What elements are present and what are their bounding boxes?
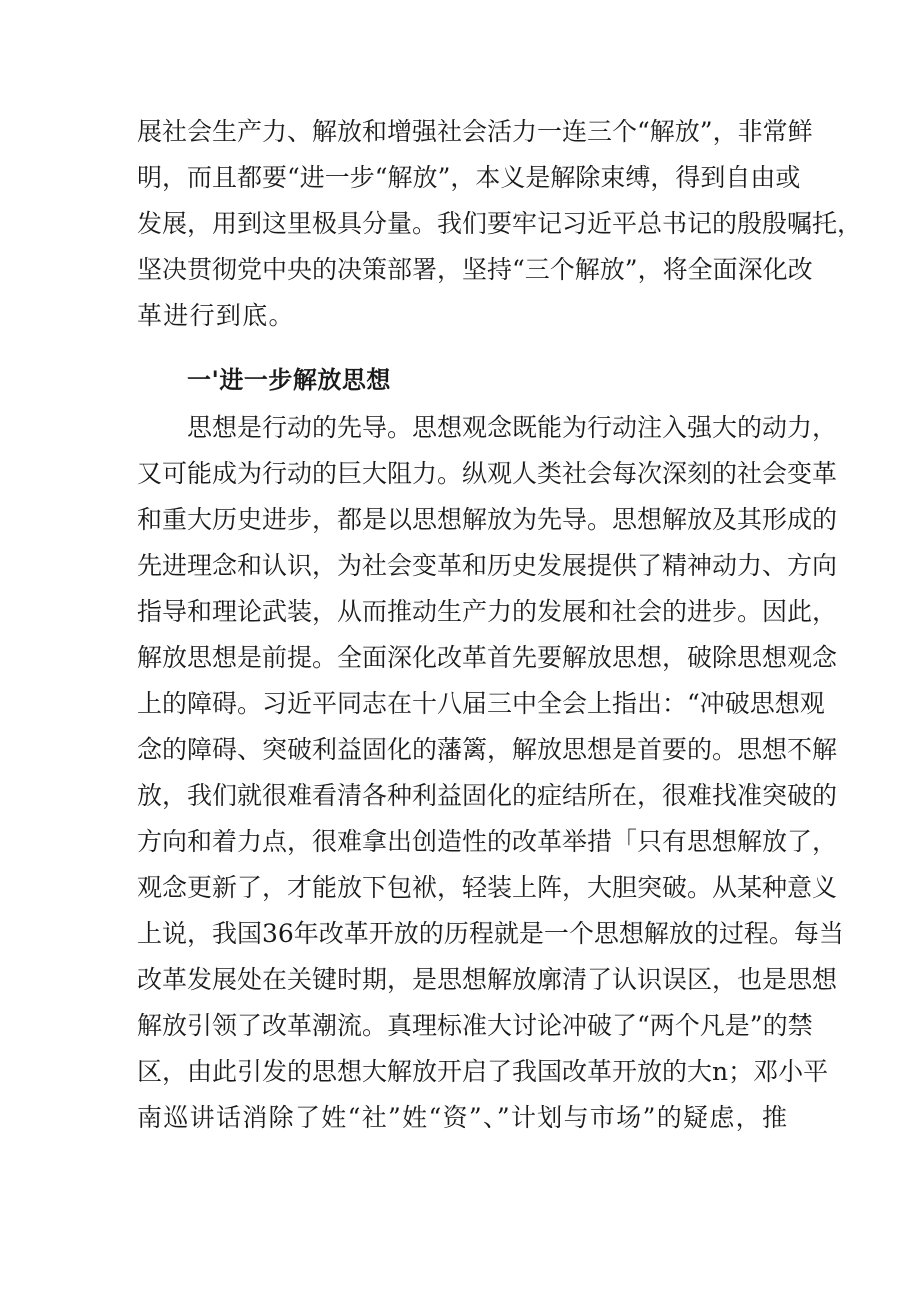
main-line: 念的障碍、突破利益固化的藩篱，解放思想是首要的。思想不解 xyxy=(137,735,838,764)
main-line: 放，我们就很难看清各种利益固化的症结所在，很难找准突破的 xyxy=(137,781,838,810)
main-line: 观念更新了，才能放下包袱，轻装上阵，大胆突破。从某种意义 xyxy=(137,873,838,902)
intro-line: 坚决贯彻党中央的决策部署，坚持“三个解放”，将全面深化改 xyxy=(137,255,813,284)
main-line: 区，由此引发的思想大解放开启了我国改革开放的大n；邓小平 xyxy=(137,1057,829,1086)
main-line: 解放思想是前提。全面深化改革首先要解放思想，破除思想观念 xyxy=(137,643,838,672)
main-line: 和重大历史进步，都是以思想解放为先导。思想解放及其形成的 xyxy=(137,505,838,534)
main-line: 思想是行动的先导。思想观念既能为行动注入强大的动力， xyxy=(187,413,838,442)
main-line: 指导和理论武装，从而推动生产力的发展和社会的进步。因此， xyxy=(137,597,838,626)
main-line: 又可能成为行动的巨大阻力。纵观人类社会每次深刻的社会变革 xyxy=(137,459,838,488)
main-line: 先进理念和认识，为社会变革和历史发展提供了精神动力、方向 xyxy=(137,551,838,580)
main-paragraph xyxy=(137,405,844,1141)
section-heading-block xyxy=(137,357,787,403)
intro-line: 发展，用到这里极具分量。我们要牢记习近平总书记的殷殷嘱托， xyxy=(137,209,863,238)
main-line: 方向和着力点，很难拿出创造性的改革举措「只有思想解放了， xyxy=(137,827,838,856)
main-line: 上说，我国36年改革开放的历程就是一个思想解放的过程。每当 xyxy=(137,919,844,948)
intro-line: 明，而且都要“进一步“解放”，本义是解除束缚，得到自由或 xyxy=(137,163,801,192)
section-heading: 一'进一步解放思想 xyxy=(187,366,391,394)
intro-paragraph xyxy=(137,109,863,339)
main-line: 改革发展处在关键时期，是思想解放廓清了认识误区，也是思想 xyxy=(137,965,838,994)
intro-line: 展社会生产力、解放和增强社会活力一连三个“解放”，非常鲜 xyxy=(137,117,813,146)
main-line: 解放引领了改革潮流。真理标准大讨论冲破了“两个凡是”的禁 xyxy=(137,1011,813,1040)
main-line: 上的障碍。习近平同志在十八届三中全会上指出：“冲破思想观 xyxy=(137,689,825,718)
intro-line: 革进行到底。 xyxy=(137,301,295,330)
main-line: 南巡讲话消除了姓“社”姓“资”、”计划与市场”的疑虑，推 xyxy=(137,1103,787,1132)
